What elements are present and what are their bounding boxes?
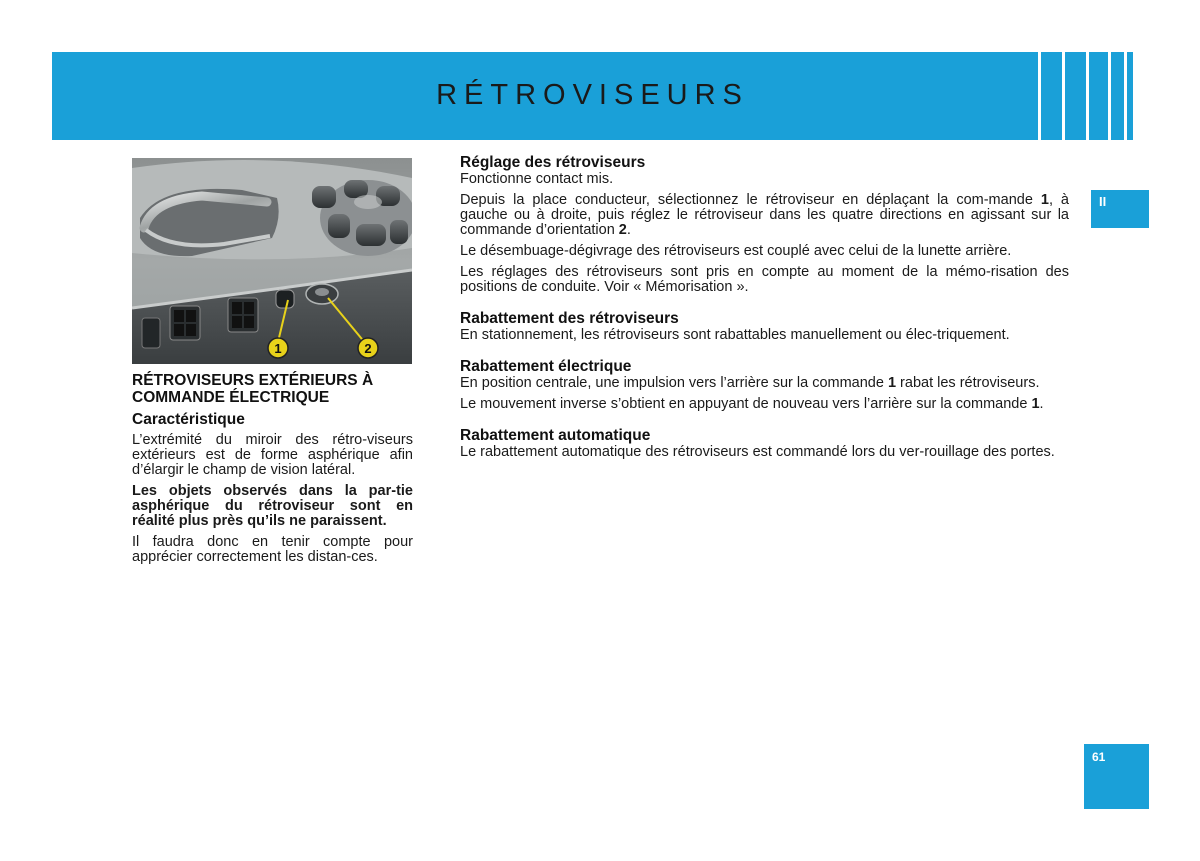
rabattement-automatique-p1: Le rabattement automatique des rétroviseurs est commandé lors du ver-rouillage des portes. xyxy=(460,444,1055,460)
reglage-p3: Le désembuage-dégivrage des rétroviseurs est couplé avec celui de la lunette arrière. xyxy=(460,243,1012,259)
rabattement-electrique-p1: En position centrale, une impulsion vers l’arrière sur la commande 1 rabat les rétroviseurs. xyxy=(460,375,1040,391)
header-stripes xyxy=(1020,52,1133,140)
header-band xyxy=(52,52,1133,140)
left-column xyxy=(132,372,413,565)
warning-paragraph: Les objets observés dans la par-tie asphérique du rétroviseur sont en réalité plus près qu’ils ne paraissent. xyxy=(132,483,413,529)
title-rabattement-electrique: Rabattement électrique xyxy=(460,358,632,375)
title-rabattement: Rabattement des rétroviseurs xyxy=(460,310,679,327)
rabattement-p1: En stationnement, les rétroviseurs sont rabattables manuellement ou élec-triquement. xyxy=(460,327,1010,343)
subtitle-caracteristique: Caractéristique xyxy=(132,411,245,428)
door-controls-photo xyxy=(132,158,412,364)
reglage-p2: Depuis la place conducteur, sélectionnez le rétroviseur en déplaçant la com-mande 1, à gauche ou à droite, puis réglez le rétroviseur dans les quatre directions en agissant sur la commande d’orientation 2. xyxy=(460,192,1069,238)
chapter-tab xyxy=(1091,190,1149,228)
page-title: RÉTROVISEURS xyxy=(436,79,749,111)
page-number: 61 xyxy=(1092,750,1106,764)
paragraph-distances: Il faudra donc en tenir compte pour apprécier correctement les distan-ces. xyxy=(132,534,413,565)
chapter-label: II xyxy=(1099,194,1107,209)
right-column xyxy=(460,153,1069,460)
paragraph-aspherique: L’extrémité du miroir des rétro-viseurs extérieurs est de forme asphérique afin d’élargir le champ de vision latéral. xyxy=(132,432,413,478)
reglage-p1: Fonctionne contact mis. xyxy=(460,171,614,187)
title-rabattement-automatique: Rabattement automatique xyxy=(460,427,651,444)
callout-1-label: 1 xyxy=(274,341,282,356)
section-title: RÉTROVISEURS EXTÉRIEURS À COMMANDE ÉLECTRIQUE xyxy=(132,372,374,406)
callout-2-label: 2 xyxy=(364,341,372,356)
rabattement-electrique-p2: Le mouvement inverse s’obtient en appuyant de nouveau vers l’arrière sur la commande 1. xyxy=(460,396,1044,412)
callout-2 xyxy=(358,338,378,358)
title-reglage: Réglage des rétroviseurs xyxy=(460,154,646,171)
page-number-tab xyxy=(1084,744,1149,809)
callout-1 xyxy=(268,338,288,358)
reglage-p4: Les réglages des rétroviseurs sont pris en compte au moment de la mémo-risation des positions de conduite. Voir « Mémorisation ». xyxy=(460,264,1069,295)
